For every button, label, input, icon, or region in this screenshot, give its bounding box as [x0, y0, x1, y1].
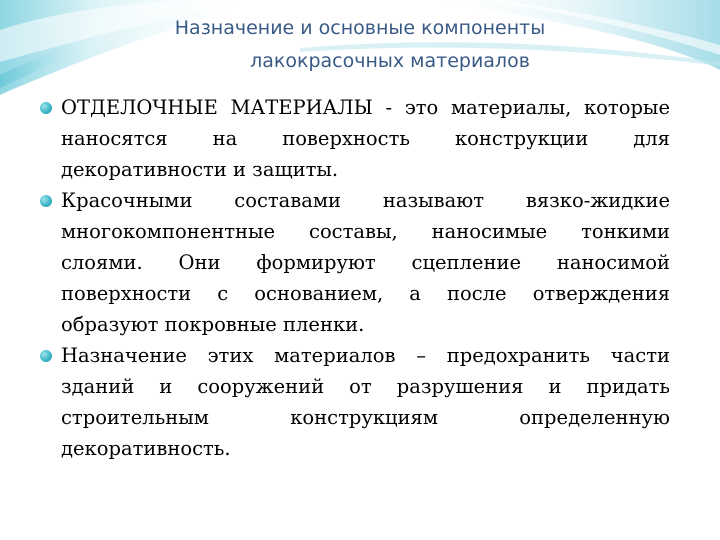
- bullet-list: [40, 92, 670, 464]
- bullet-icon: [40, 350, 52, 362]
- list-item: [40, 92, 670, 185]
- list-item: [40, 185, 670, 340]
- list-item-text: Назначение этих материалов – предохранить части зданий и сооружений от разрушения и придать строительным конструкциям определенную декоративность.: [61, 344, 670, 460]
- slide-title-line2: лакокрасочных материалов: [250, 50, 530, 72]
- list-item-text: Красочными составами называют вязко-жидкие многокомпонентные составы, наносимые тонкими слоями. Они формируют сцепление наносимой поверхности с основанием, а после отверждения образуют покровные пленки.: [61, 189, 670, 336]
- list-item-text: ОТДЕЛОЧНЫЕ МАТЕРИАЛЫ - это материалы, которые наносятся на поверхность конструкции для декоративности и защиты.: [61, 96, 670, 181]
- list-item: [40, 340, 670, 464]
- bullet-icon: [40, 195, 52, 207]
- bullet-icon: [40, 102, 52, 114]
- slide-title-line1: Назначение и основные компоненты: [174, 17, 546, 39]
- slide-title: [60, 12, 660, 78]
